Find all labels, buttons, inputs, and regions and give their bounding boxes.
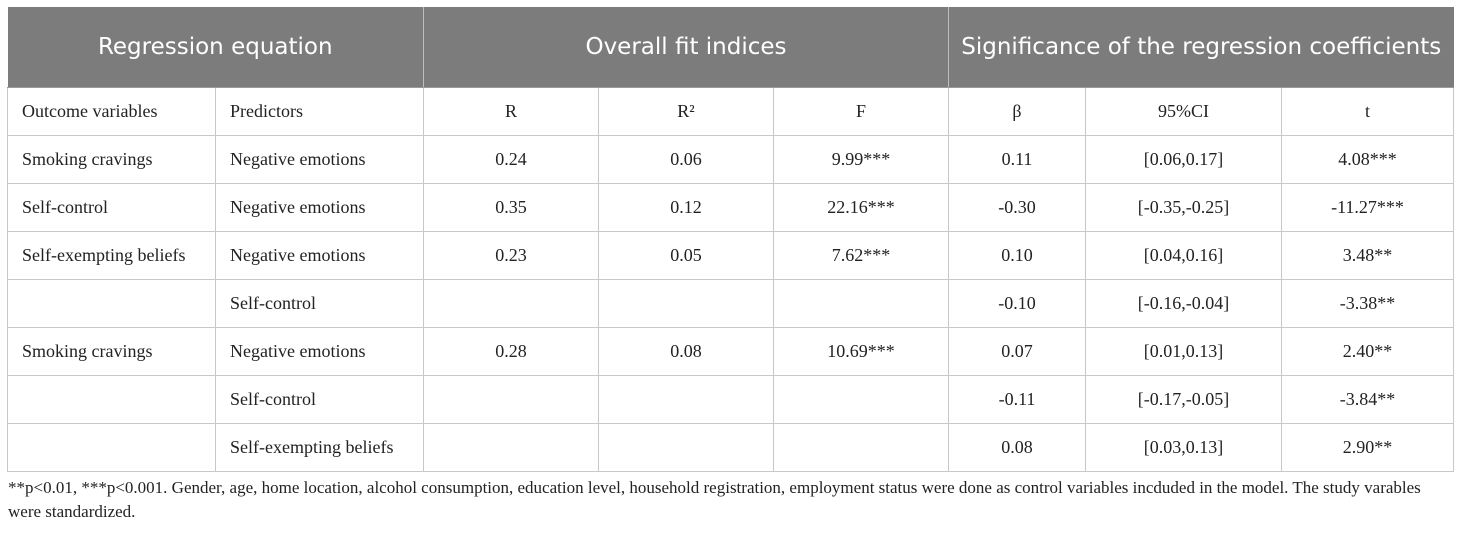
cell-f: 7.62*** xyxy=(774,232,949,280)
cell-outcome xyxy=(8,376,216,424)
table-row xyxy=(8,184,1454,232)
regression-table-container xyxy=(7,7,1453,524)
table-row xyxy=(8,424,1454,472)
table-row xyxy=(8,328,1454,376)
cell-predictor: Self-control xyxy=(216,280,424,328)
cell-r xyxy=(424,280,599,328)
cell-r: 0.23 xyxy=(424,232,599,280)
cell-f: 10.69*** xyxy=(774,328,949,376)
cell-predictor: Negative emotions xyxy=(216,232,424,280)
col-f: F xyxy=(774,88,949,136)
cell-outcome xyxy=(8,280,216,328)
cell-r2: 0.12 xyxy=(599,184,774,232)
cell-t: -3.84** xyxy=(1282,376,1454,424)
cell-beta: 0.11 xyxy=(949,136,1086,184)
col-r-squared: R² xyxy=(599,88,774,136)
column-header-row xyxy=(8,88,1454,136)
header-significance-coefficients: Significance of the regression coefficients xyxy=(949,7,1454,88)
cell-r xyxy=(424,376,599,424)
col-95ci: 95%CI xyxy=(1086,88,1282,136)
cell-outcome xyxy=(8,424,216,472)
col-outcome-variables: Outcome variables xyxy=(8,88,216,136)
cell-r2 xyxy=(599,376,774,424)
cell-t: 2.40** xyxy=(1282,328,1454,376)
cell-r2: 0.06 xyxy=(599,136,774,184)
group-header-row xyxy=(8,7,1454,88)
cell-outcome: Smoking cravings xyxy=(8,328,216,376)
cell-ci: [0.06,0.17] xyxy=(1086,136,1282,184)
cell-r: 0.24 xyxy=(424,136,599,184)
table-row xyxy=(8,376,1454,424)
cell-f xyxy=(774,280,949,328)
cell-predictor: Negative emotions xyxy=(216,184,424,232)
cell-t: -11.27*** xyxy=(1282,184,1454,232)
cell-beta: -0.10 xyxy=(949,280,1086,328)
cell-t: 3.48** xyxy=(1282,232,1454,280)
cell-r2: 0.05 xyxy=(599,232,774,280)
col-beta: β xyxy=(949,88,1086,136)
cell-r2 xyxy=(599,280,774,328)
cell-outcome: Self-control xyxy=(8,184,216,232)
cell-ci: [0.04,0.16] xyxy=(1086,232,1282,280)
header-overall-fit-indices: Overall fit indices xyxy=(424,7,949,88)
cell-predictor: Self-exempting beliefs xyxy=(216,424,424,472)
cell-t: 4.08*** xyxy=(1282,136,1454,184)
cell-beta: 0.10 xyxy=(949,232,1086,280)
cell-predictor: Self-control xyxy=(216,376,424,424)
cell-ci: [0.03,0.13] xyxy=(1086,424,1282,472)
cell-f: 22.16*** xyxy=(774,184,949,232)
cell-outcome: Smoking cravings xyxy=(8,136,216,184)
cell-r2 xyxy=(599,424,774,472)
cell-outcome: Self-exempting beliefs xyxy=(8,232,216,280)
cell-t: 2.90** xyxy=(1282,424,1454,472)
cell-beta: 0.07 xyxy=(949,328,1086,376)
cell-r: 0.35 xyxy=(424,184,599,232)
col-predictors: Predictors xyxy=(216,88,424,136)
cell-f xyxy=(774,424,949,472)
regression-table xyxy=(7,7,1454,472)
table-row xyxy=(8,232,1454,280)
col-t: t xyxy=(1282,88,1454,136)
cell-beta: -0.11 xyxy=(949,376,1086,424)
cell-ci: [-0.16,-0.04] xyxy=(1086,280,1282,328)
cell-r xyxy=(424,424,599,472)
table-row xyxy=(8,136,1454,184)
cell-predictor: Negative emotions xyxy=(216,136,424,184)
header-regression-equation: Regression equation xyxy=(8,7,424,88)
cell-ci: [-0.35,-0.25] xyxy=(1086,184,1282,232)
cell-beta: 0.08 xyxy=(949,424,1086,472)
cell-ci: [-0.17,-0.05] xyxy=(1086,376,1282,424)
col-r: R xyxy=(424,88,599,136)
cell-f xyxy=(774,376,949,424)
cell-ci: [0.01,0.13] xyxy=(1086,328,1282,376)
cell-beta: -0.30 xyxy=(949,184,1086,232)
cell-r2: 0.08 xyxy=(599,328,774,376)
cell-t: -3.38** xyxy=(1282,280,1454,328)
cell-r: 0.28 xyxy=(424,328,599,376)
table-row xyxy=(8,280,1454,328)
table-footnote: **p<0.01, ***p<0.001. Gender, age, home location, alcohol consumption, education level, household registration, employment status were done as control variables incduded in the model. The study varables were standardized. xyxy=(8,478,1421,521)
cell-predictor: Negative emotions xyxy=(216,328,424,376)
cell-f: 9.99*** xyxy=(774,136,949,184)
